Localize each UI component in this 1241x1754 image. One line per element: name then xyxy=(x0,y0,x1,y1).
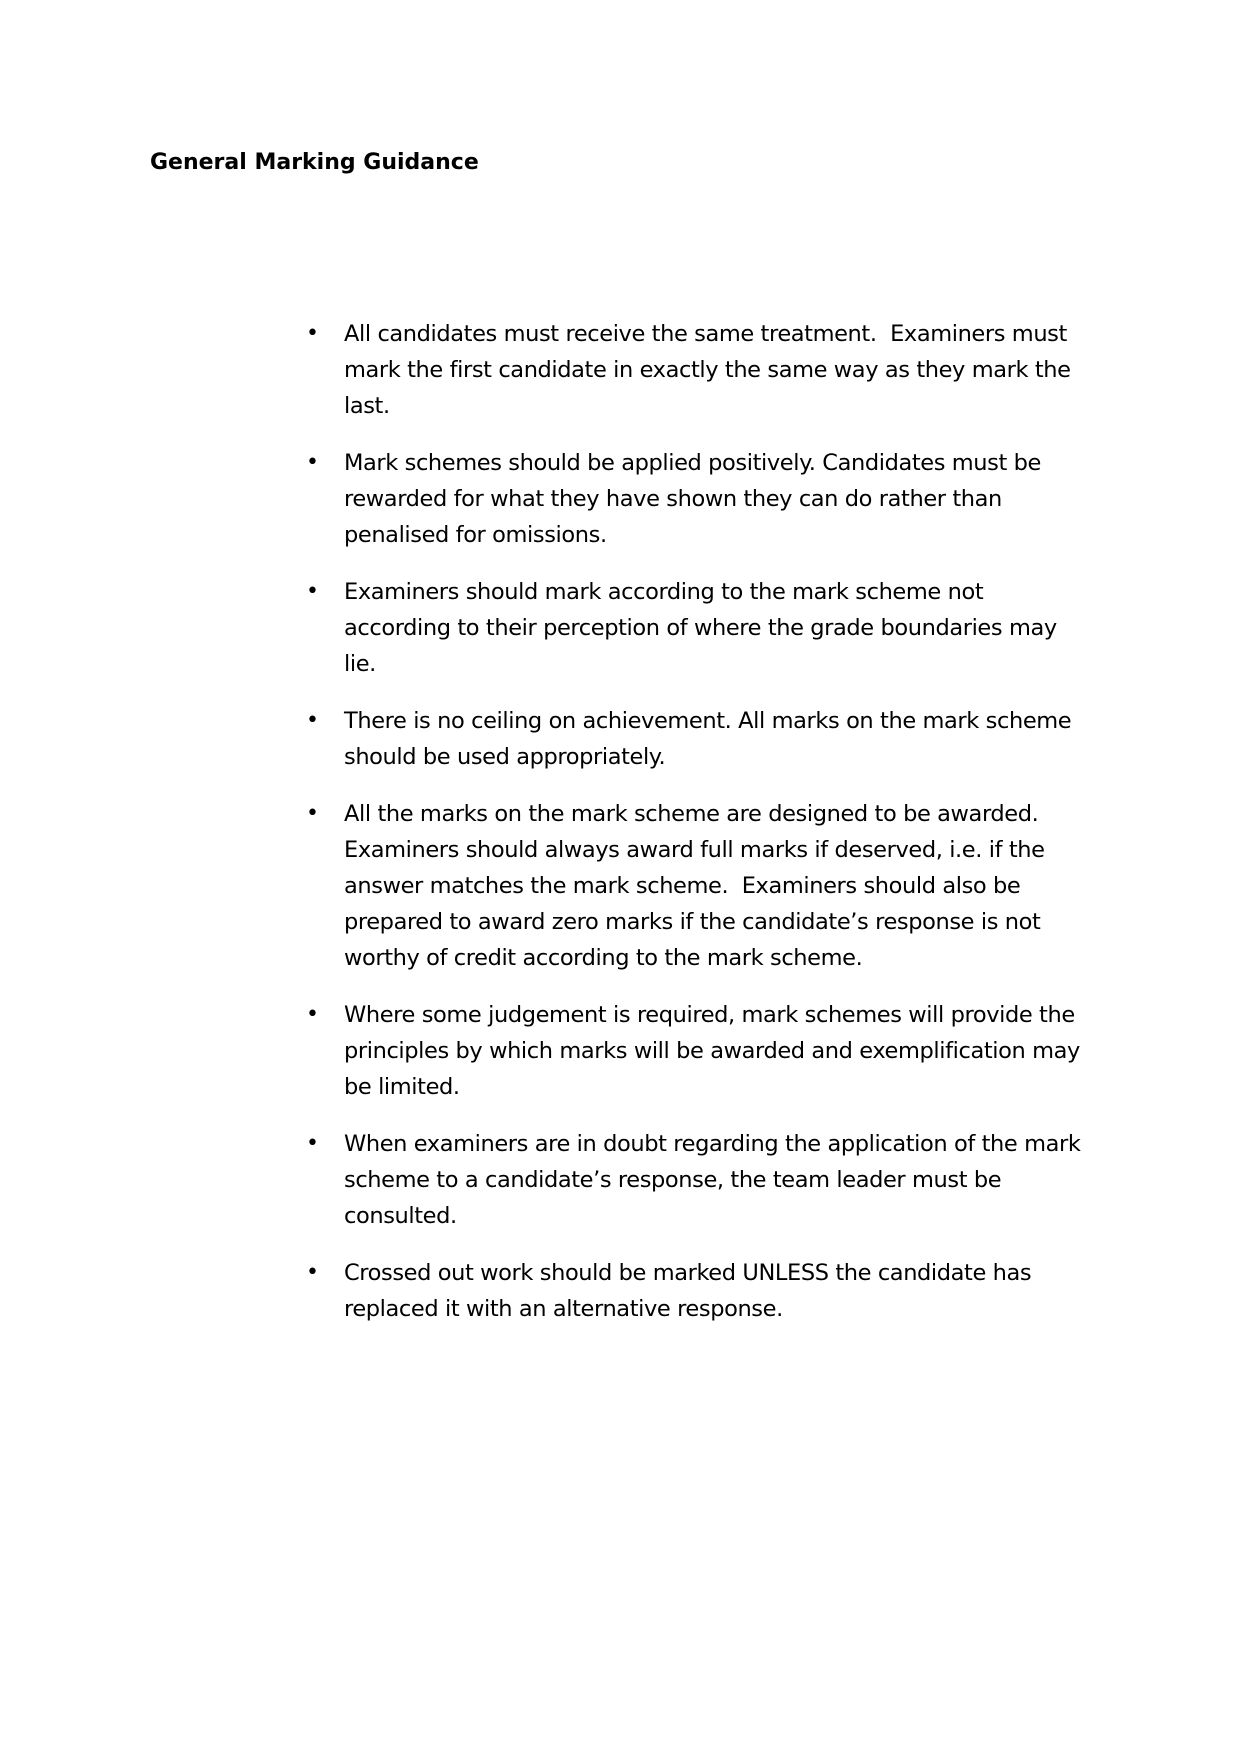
list-item xyxy=(300,574,1085,682)
bullet-icon: • xyxy=(306,321,319,346)
list-item xyxy=(300,703,1085,775)
list-item xyxy=(300,445,1085,553)
list-item-text: When examiners are in doubt regarding the application of the mark scheme to a candidate’s response, the team leader must be consulted. xyxy=(344,1131,1088,1229)
list-item-text: Where some judgement is required, mark schemes will provide the principles by which marks will be awarded and exemplification may be limited. xyxy=(344,1002,1087,1100)
list-item-text: There is no ceiling on achievement. All marks on the mark scheme should be used appropriately. xyxy=(344,708,1078,770)
guidance-list xyxy=(300,316,1088,1348)
list-item xyxy=(300,1255,1085,1327)
list-item-text: All candidates must receive the same treatment. Examiners must mark the first candidate in exactly the same way as they mark the last. xyxy=(344,321,1078,419)
page-heading: General Marking Guidance xyxy=(150,150,479,175)
list-item xyxy=(300,316,1085,424)
list-item-text: Crossed out work should be marked UNLESS the candidate has replaced it with an alternative response. xyxy=(344,1260,1039,1322)
bullet-icon: • xyxy=(306,708,319,733)
bullet-icon: • xyxy=(306,1260,319,1285)
list-item xyxy=(300,997,1085,1105)
bullet-icon: • xyxy=(306,1131,319,1156)
list-item-text: All the marks on the mark scheme are designed to be awarded. Examiners should always award full marks if deserved, i.e. if the answer matches the mark scheme. Examiners should also be prepared to award zero marks if the candidate’s response is not worthy of credit according to the mark scheme. xyxy=(344,801,1052,971)
bullet-icon: • xyxy=(306,801,319,826)
list-item-text: Mark schemes should be applied positively. Candidates must be rewarded for what they have shown they can do rather than penalised for omissions. xyxy=(344,450,1048,548)
bullet-icon: • xyxy=(306,579,319,604)
list-item-text: Examiners should mark according to the mark scheme not according to their perception of where the grade boundaries may lie. xyxy=(344,579,1064,677)
bullet-icon: • xyxy=(306,450,319,475)
bullet-icon: • xyxy=(306,1002,319,1027)
list-item xyxy=(300,1126,1088,1234)
list-item xyxy=(300,796,1085,976)
